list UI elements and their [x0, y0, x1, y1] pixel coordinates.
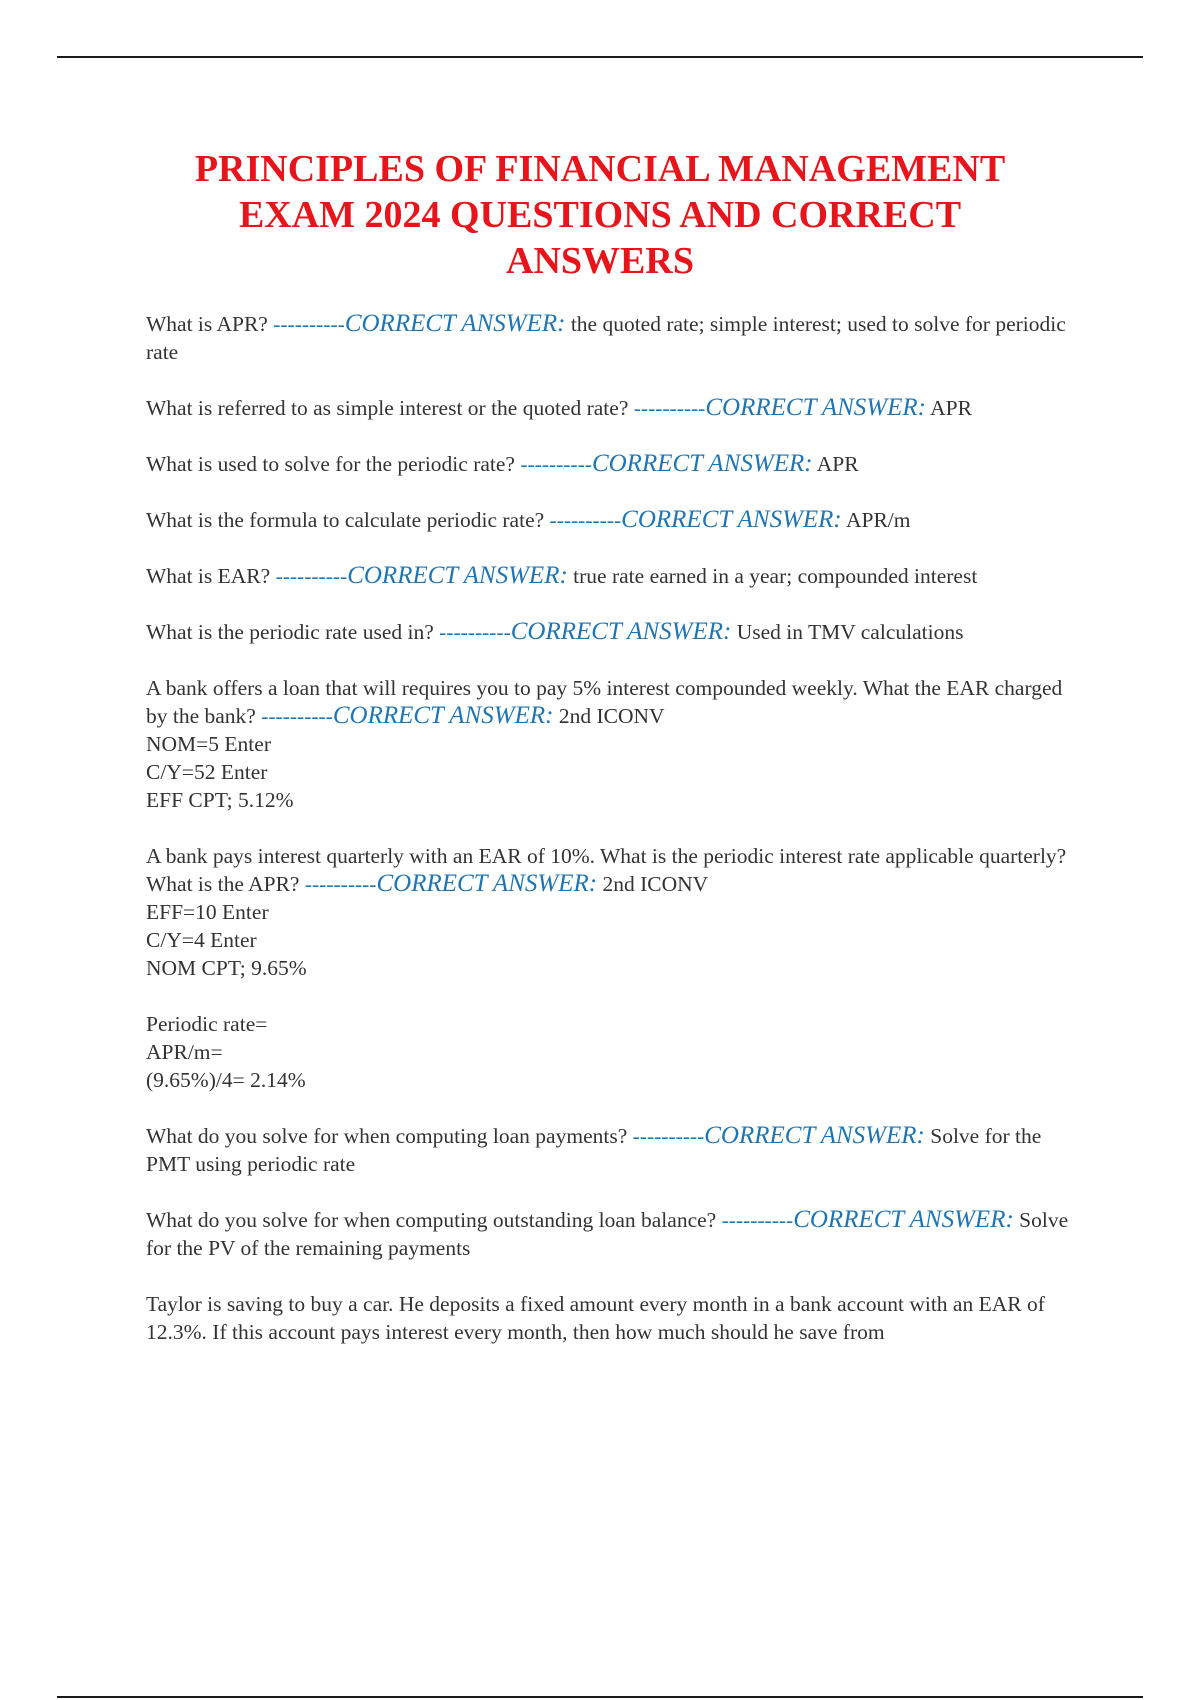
answer-text: Solve for the PV of the remaining payments: [146, 1208, 1069, 1260]
answer-separator: ----------: [632, 1124, 705, 1148]
question-text: What is the periodic rate used in?: [146, 620, 440, 644]
qa-item: [146, 394, 1086, 422]
qa-item: [146, 1010, 1086, 1094]
question-text: A bank pays interest quarterly with an EAR of 10%. What is the periodic interest rate applicable quarterly? What is the APR?: [146, 844, 1067, 896]
answer-text: APR: [925, 396, 972, 420]
question-text: Taylor is saving to buy a car. He deposits a fixed amount every month in a bank account with an EAR of 12.3%. If this account pays interest every month, then how much should he save from: [146, 1292, 1045, 1344]
answer-separator: ----------: [439, 620, 511, 644]
answer-step-line: C/Y=52 Enter: [146, 760, 268, 784]
correct-answer-label: CORRECT ANSWER:: [347, 562, 568, 589]
qa-item: [146, 1206, 1086, 1262]
title-line: PRINCIPLES OF FINANCIAL MANAGEMENT: [194, 148, 1006, 190]
correct-answer-label: CORRECT ANSWER:: [332, 702, 554, 729]
question-text: A bank offers a loan that will requires you to pay 5% interest compounded weekly. What the EAR charged by the bank?: [146, 676, 1063, 728]
answer-separator: ----------: [721, 1208, 794, 1232]
correct-answer-label: CORRECT ANSWER:: [621, 506, 842, 533]
answer-text: 2nd ICONV: [597, 872, 709, 896]
question-text: What is APR?: [146, 312, 274, 336]
question-text: What is used to solve for the periodic rate?: [146, 452, 521, 476]
answer-step-line: EFF CPT; 5.12%: [146, 788, 294, 812]
answer-text: 2nd ICONV: [553, 704, 665, 728]
qa-item: [146, 1290, 1086, 1346]
question-text: What is the formula to calculate periodic rate?: [146, 508, 550, 532]
qa-item: [146, 310, 1086, 366]
answer-step-line: C/Y=4 Enter: [146, 928, 257, 952]
question-text: What is referred to as simple interest or the quoted rate?: [146, 396, 634, 420]
correct-answer-label: CORRECT ANSWER:: [793, 1206, 1014, 1233]
qa-item: [146, 618, 1086, 646]
answer-text: Solve for the PMT using periodic rate: [146, 1124, 1042, 1176]
answer-text: APR/m: [841, 508, 911, 532]
answer-step-line: APR/m=: [146, 1040, 223, 1064]
qa-list: [146, 310, 1086, 1374]
answer-separator: ----------: [273, 312, 345, 336]
answer-text: the quoted rate; simple interest; used to solve for periodic rate: [146, 312, 1066, 364]
answer-step-line: NOM CPT; 9.65%: [146, 956, 307, 980]
correct-answer-label: CORRECT ANSWER:: [591, 450, 813, 477]
qa-item: [146, 450, 1086, 478]
document-title: [100, 146, 1100, 284]
qa-item: [146, 674, 1086, 814]
correct-answer-label: CORRECT ANSWER:: [344, 310, 566, 337]
answer-text: APR: [812, 452, 859, 476]
answer-separator: ----------: [275, 564, 348, 588]
answer-separator: ----------: [261, 704, 333, 728]
answer-step-line: EFF=10 Enter: [146, 900, 269, 924]
answer-separator: ----------: [633, 396, 706, 420]
correct-answer-label: CORRECT ANSWER:: [510, 618, 732, 645]
answer-separator: ----------: [304, 872, 377, 896]
correct-answer-label: CORRECT ANSWER:: [376, 870, 598, 897]
qa-item: [146, 1122, 1086, 1178]
question-text: What do you solve for when computing outstanding loan balance?: [146, 1208, 722, 1232]
answer-step-line: NOM=5 Enter: [146, 732, 271, 756]
title-line: ANSWERS: [506, 240, 694, 282]
question-text: What is EAR?: [146, 564, 276, 588]
qa-item: [146, 562, 1086, 590]
question-text: What do you solve for when computing loan payments?: [146, 1124, 633, 1148]
title-line: EXAM 2024 QUESTIONS AND CORRECT: [238, 194, 962, 236]
answer-step-line: Periodic rate=: [146, 1012, 268, 1036]
answer-separator: ----------: [520, 452, 592, 476]
qa-item: [146, 842, 1086, 982]
answer-separator: ----------: [549, 508, 622, 532]
correct-answer-label: CORRECT ANSWER:: [705, 394, 926, 421]
bottom-rule: [57, 1696, 1143, 1698]
qa-item: [146, 506, 1086, 534]
correct-answer-label: CORRECT ANSWER:: [704, 1122, 925, 1149]
answer-step-line: (9.65%)/4= 2.14%: [146, 1068, 306, 1092]
answer-text: true rate earned in a year; compounded interest: [567, 564, 978, 588]
answer-text: Used in TMV calculations: [731, 620, 964, 644]
top-rule: [57, 56, 1143, 58]
